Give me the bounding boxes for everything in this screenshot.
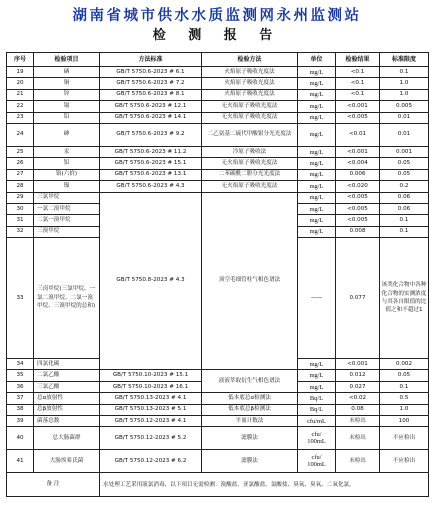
row-result: <0.005 (336, 203, 380, 214)
row-item: 总α放射性 (34, 393, 100, 404)
row-method: 液液萃取衍生气相色谱法 (202, 370, 298, 393)
row-standard: GB/T 5750.6-2023 # 12.1 (100, 101, 202, 112)
row-item: 镍 (34, 181, 100, 192)
col-header-item: 检验项目 (34, 53, 100, 67)
row-limit: 0.001 (380, 146, 429, 157)
row-unit: mg/L (298, 181, 336, 192)
row-unit: —— (298, 238, 336, 359)
row-limit: 0.05 (380, 169, 429, 180)
row-item: 三卤甲烷(三氯甲烷、一氯二溴甲烷、二氯一溴甲烷、三溴甲烷的总和) (34, 238, 100, 359)
unit-top: cfu/ (311, 431, 322, 439)
row-no: 23 (7, 112, 34, 123)
row-unit: mg/L (298, 192, 336, 203)
row-no: 22 (7, 101, 34, 112)
results-table (6, 52, 429, 497)
row-no: 27 (7, 169, 34, 180)
row-no: 21 (7, 89, 34, 100)
row-limit: 0.01 (380, 123, 429, 146)
row-item: 二氯乙酸 (34, 370, 100, 381)
row-result: <0.1 (336, 67, 380, 78)
row-no: 20 (7, 78, 34, 89)
row-unit: mg/L (298, 67, 336, 78)
row-item: 三氯甲烷 (34, 192, 100, 203)
table-row (7, 370, 429, 381)
row-item: 三氯乙酸 (34, 381, 100, 392)
row-result: <0.1 (336, 78, 380, 89)
row-result: <0.005 (336, 112, 380, 123)
row-no: 39 (7, 416, 34, 427)
row-result: 0.08 (336, 404, 380, 415)
row-method: 二乙氨基二硫代甲酸银分光光度法 (202, 123, 298, 146)
row-item: 铝 (34, 158, 100, 169)
row-limit: 不应检出 (380, 427, 429, 450)
row-standard: GB/T 5750.6-2023 # 11.2 (100, 146, 202, 157)
table-row (7, 192, 429, 203)
row-no: 24 (7, 123, 34, 146)
row-no: 34 (7, 359, 34, 370)
row-limit: 0.05 (380, 370, 429, 381)
row-standard: GB/T 5750.6-2023 # 14.1 (100, 112, 202, 123)
row-item: 砷 (34, 123, 100, 146)
notes-row (7, 473, 429, 497)
row-standard: GB/T 5750.6-2023 # 4.3 (100, 181, 202, 192)
table-row (7, 123, 429, 146)
row-result: 未检出 (336, 450, 380, 473)
row-result: <0.01 (336, 123, 380, 146)
row-unit (298, 427, 336, 450)
row-standard: GB/T 5750.6-2023 # 6.1 (100, 67, 202, 78)
table-row (7, 169, 429, 180)
table-row (7, 101, 429, 112)
row-limit: 0.5 (380, 393, 429, 404)
row-no: 31 (7, 215, 34, 226)
row-item: 三溴甲烷 (34, 226, 100, 237)
row-unit: cfu/mL (298, 416, 336, 427)
row-result: 未检出 (336, 427, 380, 450)
row-unit: mg/L (298, 158, 336, 169)
row-unit: Bq/L (298, 404, 336, 415)
col-header-unit: 单位 (298, 53, 336, 67)
row-result: 0.008 (336, 226, 380, 237)
row-item: 一氯二溴甲烷 (34, 203, 100, 214)
row-method: 低本底总β检测法 (202, 404, 298, 415)
row-unit: mg/L (298, 112, 336, 123)
row-standard: GB/T 5750.12-2023 # 4.1 (100, 416, 202, 427)
table-row (7, 404, 429, 415)
row-unit: mg/L (298, 123, 336, 146)
unit-bottom: 100mL (307, 438, 326, 446)
table-row (7, 450, 429, 473)
row-standard: GB/T 5750.6-2023 # 9.2 (100, 123, 202, 146)
col-header-method: 检验方法 (202, 53, 298, 67)
row-unit (298, 450, 336, 473)
row-standard: GB/T 5750.10-2023 # 16.1 (100, 381, 202, 392)
row-no: 33 (7, 238, 34, 359)
row-limit: 0.05 (380, 158, 429, 169)
row-limit: 0.06 (380, 203, 429, 214)
notes-text: 水处理工艺采用液氯消毒，以下项目无需检测：溴酸盐、亚氯酸盐、氯酸盐、臭氧、臭氧、二氧化氯。 (100, 473, 429, 497)
report-subtitle: 检 测 报 告 (152, 28, 282, 43)
row-no: 29 (7, 192, 34, 203)
row-method: 滤膜法 (202, 427, 298, 450)
row-no: 19 (7, 67, 34, 78)
table-row (7, 181, 429, 192)
row-limit: 0.1 (380, 381, 429, 392)
row-unit: mg/L (298, 89, 336, 100)
row-limit: 0.1 (380, 226, 429, 237)
row-result: 0.027 (336, 381, 380, 392)
row-unit: mg/L (298, 146, 336, 157)
row-limit: 0.06 (380, 192, 429, 203)
row-method: 无火焰原子吸收光度法 (202, 158, 298, 169)
table-header-row (7, 53, 429, 67)
row-standard: GB/T 5750.6-2023 # 15.1 (100, 158, 202, 169)
row-standard: GB/T 5750.10-2023 # 15.1 (100, 370, 202, 381)
row-limit: 0.1 (380, 215, 429, 226)
row-unit: mg/L (298, 370, 336, 381)
merged-method-cell: 顶空毛细管柱气相色谱法 (202, 192, 298, 370)
row-method: 二苯碳酰二肼分光光度法 (202, 169, 298, 180)
row-limit: 1.0 (380, 78, 429, 89)
table-row (7, 67, 429, 78)
table-row (7, 78, 429, 89)
row-limit: 1.0 (380, 404, 429, 415)
row-no: 32 (7, 226, 34, 237)
row-limit: 0.005 (380, 101, 429, 112)
row-limit: 100 (380, 416, 429, 427)
row-method: 火焰原子吸收光度法 (202, 78, 298, 89)
row-unit: mg/L (298, 359, 336, 370)
table-row (7, 393, 429, 404)
row-result: 0.012 (336, 370, 380, 381)
row-unit: mg/L (298, 215, 336, 226)
row-standard: GB/T 5750.13-2023 # 5.1 (100, 404, 202, 415)
row-limit: 0.2 (380, 181, 429, 192)
row-limit: 不应检出 (380, 450, 429, 473)
row-method: 冷原子吸收法 (202, 146, 298, 157)
row-standard: GB/T 5750.12-2023 # 5.2 (100, 427, 202, 450)
row-no: 41 (7, 450, 34, 473)
row-no: 40 (7, 427, 34, 450)
row-item: 汞 (34, 146, 100, 157)
row-result: 0.077 (336, 238, 380, 359)
row-limit: 1.0 (380, 89, 429, 100)
row-no: 25 (7, 146, 34, 157)
unit-top: cfu/ (311, 454, 322, 462)
table-row (7, 146, 429, 157)
row-item: 铜 (34, 78, 100, 89)
table-row (7, 158, 429, 169)
row-item: 四氯化碳 (34, 359, 100, 370)
row-item: 总大肠菌群 (34, 427, 100, 450)
col-header-no: 序号 (7, 53, 34, 67)
row-method: 滤膜法 (202, 450, 298, 473)
row-standard: GB/T 5750.6-2023 # 7.2 (100, 78, 202, 89)
row-no: 30 (7, 203, 34, 214)
row-method: 无火焰原子吸收光度法 (202, 181, 298, 192)
notes-label: 备 注 (7, 473, 100, 497)
col-header-limit: 标准限度 (380, 53, 429, 67)
row-unit: mg/L (298, 381, 336, 392)
row-no: 38 (7, 404, 34, 415)
row-result: <0.02 (336, 393, 380, 404)
table-row (7, 416, 429, 427)
row-unit: Bq/L (298, 393, 336, 404)
row-item: 二氯一溴甲烷 (34, 215, 100, 226)
table-row (7, 427, 429, 450)
col-header-standard: 方法标准 (100, 53, 202, 67)
row-no: 36 (7, 381, 34, 392)
row-limit: 0.002 (380, 359, 429, 370)
row-no: 28 (7, 181, 34, 192)
unit-bottom: 100mL (307, 461, 326, 469)
table-row (7, 112, 429, 123)
row-unit: mg/L (298, 78, 336, 89)
row-result: <0.1 (336, 89, 380, 100)
row-item: 大肠埃希氏菌 (34, 450, 100, 473)
row-no: 37 (7, 393, 34, 404)
row-item: 镉 (34, 101, 100, 112)
row-unit: mg/L (298, 226, 336, 237)
report-title: 湖南省城市供水水质监测网永州监测站 (72, 8, 362, 24)
row-item: 铅 (34, 112, 100, 123)
row-item: 菌落总数 (34, 416, 100, 427)
row-result: <0.020 (336, 181, 380, 192)
row-result: <0.001 (336, 146, 380, 157)
row-method: 无火焰原子吸收光度法 (202, 101, 298, 112)
row-limit: 该类化合物中各种化合物的实测浓度与其各自限值的比值之和不超过1 (380, 238, 429, 359)
table-row (7, 89, 429, 100)
row-unit: mg/L (298, 203, 336, 214)
row-result: <0.005 (336, 192, 380, 203)
merged-standard-cell: GB/T 5750.8-2023 # 4.3 (100, 192, 202, 370)
row-result: <0.001 (336, 359, 380, 370)
row-result: <0.001 (336, 101, 380, 112)
row-no: 35 (7, 370, 34, 381)
row-limit: 0.01 (380, 112, 429, 123)
row-result: <0.005 (336, 215, 380, 226)
row-item: 铬(六价) (34, 169, 100, 180)
row-result: 未检出 (336, 416, 380, 427)
row-no: 26 (7, 158, 34, 169)
col-header-result: 检验结果 (336, 53, 380, 67)
row-item: 锌 (34, 89, 100, 100)
row-item: 总β放射性 (34, 404, 100, 415)
row-item: 硒 (34, 67, 100, 78)
row-standard: GB/T 5750.6-2023 # 8.1 (100, 89, 202, 100)
row-standard: GB/T 5750.13-2023 # 4.1 (100, 393, 202, 404)
row-method: 无火焰原子吸收光度法 (202, 112, 298, 123)
row-limit: 0.1 (380, 67, 429, 78)
row-method: 火焰原子吸收光度法 (202, 67, 298, 78)
row-result: <0.004 (336, 158, 380, 169)
row-standard: GB/T 5750.12-2023 # 6.2 (100, 450, 202, 473)
row-unit: mg/L (298, 101, 336, 112)
row-method: 低本底总α检测法 (202, 393, 298, 404)
row-standard: GB/T 5750.6-2023 # 13.1 (100, 169, 202, 180)
row-result: 0.006 (336, 169, 380, 180)
row-unit: mg/L (298, 169, 336, 180)
row-method: 平皿计数法 (202, 416, 298, 427)
row-method: 火焰原子吸收光度法 (202, 89, 298, 100)
